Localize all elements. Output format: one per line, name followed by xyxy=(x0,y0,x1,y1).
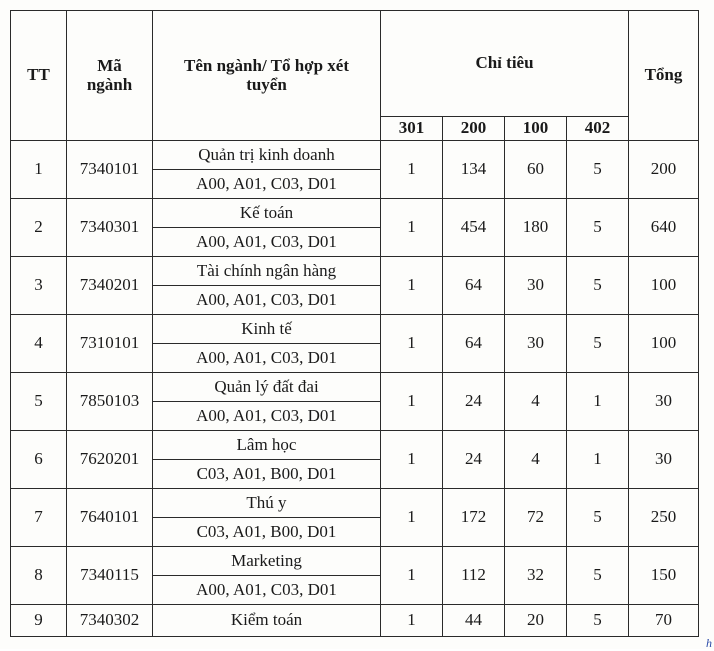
major-name: Kiểm toán xyxy=(230,610,303,630)
cell-quota-402: 5 xyxy=(567,257,629,315)
table-row xyxy=(11,431,699,489)
cell-tt: 9 xyxy=(11,605,67,637)
header-tt: TT xyxy=(11,11,67,141)
major-name: Quản trị kinh doanh xyxy=(153,141,380,170)
header-ma-line1: Mã xyxy=(97,55,122,75)
subject-combination: C03, A01, B00, D01 xyxy=(196,463,337,483)
cell-quota-100: 30 xyxy=(505,257,567,315)
header-method-200: 200 xyxy=(443,117,505,141)
cell-tt: 3 xyxy=(11,257,67,315)
cell-quota-200: 24 xyxy=(443,431,505,489)
margin-mark: h xyxy=(706,636,712,650)
header-method-301: 301 xyxy=(381,117,443,141)
table-row xyxy=(11,373,699,431)
cell-quota-301: 1 xyxy=(381,373,443,431)
cell-quota-301: 1 xyxy=(381,431,443,489)
header-ma-line2: ngành xyxy=(86,74,133,94)
cell-quota-200: 64 xyxy=(443,315,505,373)
cell-quota-200: 172 xyxy=(443,489,505,547)
header-method-402: 402 xyxy=(567,117,629,141)
header-method-100: 100 xyxy=(505,117,567,141)
cell-quota-301: 1 xyxy=(381,141,443,199)
cell-tt: 6 xyxy=(11,431,67,489)
cell-ma-nganh: 7850103 xyxy=(67,373,153,431)
cell-tt: 5 xyxy=(11,373,67,431)
cell-quota-301: 1 xyxy=(381,315,443,373)
cell-quota-100: 20 xyxy=(505,605,567,637)
cell-quota-200: 454 xyxy=(443,199,505,257)
cell-tong: 30 xyxy=(629,373,699,431)
cell-quota-402: 5 xyxy=(567,489,629,547)
header-chi-tieu: Chỉ tiêu xyxy=(381,11,629,117)
cell-quota-301: 1 xyxy=(381,547,443,605)
cell-tt: 1 xyxy=(11,141,67,199)
cell-quota-402: 5 xyxy=(567,199,629,257)
cell-tong: 70 xyxy=(629,605,699,637)
cell-ma-nganh: 7340101 xyxy=(67,141,153,199)
cell-quota-301: 1 xyxy=(381,257,443,315)
cell-ma-nganh: 7340302 xyxy=(67,605,153,637)
cell-quota-402: 5 xyxy=(567,315,629,373)
header-ma-nganh xyxy=(67,11,153,141)
cell-ten-nganh xyxy=(153,489,381,547)
cell-ma-nganh: 7340201 xyxy=(67,257,153,315)
cell-quota-402: 5 xyxy=(567,547,629,605)
cell-tong: 200 xyxy=(629,141,699,199)
table-row xyxy=(11,199,699,257)
cell-tt: 2 xyxy=(11,199,67,257)
cell-tt: 7 xyxy=(11,489,67,547)
subject-combination: C03, A01, B00, D01 xyxy=(196,521,337,541)
major-name: Kế toán xyxy=(153,199,380,228)
cell-ma-nganh: 7640101 xyxy=(67,489,153,547)
cell-ten-nganh xyxy=(153,315,381,373)
cell-tong: 100 xyxy=(629,257,699,315)
cell-tt: 4 xyxy=(11,315,67,373)
cell-tt: 8 xyxy=(11,547,67,605)
cell-quota-100: 180 xyxy=(505,199,567,257)
admission-quota-table xyxy=(10,10,699,637)
subject-combination: A00, A01, C03, D01 xyxy=(196,289,337,309)
table-body xyxy=(11,141,699,637)
cell-quota-301: 1 xyxy=(381,199,443,257)
major-name: Tài chính ngân hàng xyxy=(153,257,380,286)
cell-quota-402: 1 xyxy=(567,373,629,431)
table-row xyxy=(11,547,699,605)
cell-quota-200: 44 xyxy=(443,605,505,637)
subject-combination: A00, A01, C03, D01 xyxy=(196,231,337,251)
cell-quota-402: 5 xyxy=(567,605,629,637)
cell-quota-100: 4 xyxy=(505,373,567,431)
cell-tong: 640 xyxy=(629,199,699,257)
cell-quota-301: 1 xyxy=(381,605,443,637)
cell-ten-nganh xyxy=(153,141,381,199)
cell-quota-402: 5 xyxy=(567,141,629,199)
cell-ma-nganh: 7620201 xyxy=(67,431,153,489)
cell-quota-200: 112 xyxy=(443,547,505,605)
cell-quota-100: 4 xyxy=(505,431,567,489)
cell-tong: 100 xyxy=(629,315,699,373)
cell-ma-nganh: 7340301 xyxy=(67,199,153,257)
cell-ten-nganh xyxy=(153,257,381,315)
table-row xyxy=(11,141,699,199)
subject-combination: A00, A01, C03, D01 xyxy=(196,405,337,425)
cell-quota-200: 134 xyxy=(443,141,505,199)
cell-quota-200: 64 xyxy=(443,257,505,315)
cell-ten-nganh xyxy=(153,373,381,431)
cell-tong: 150 xyxy=(629,547,699,605)
cell-ma-nganh: 7310101 xyxy=(67,315,153,373)
header-tong: Tổng xyxy=(629,11,699,141)
table-row xyxy=(11,315,699,373)
header-ten-nganh: Tên ngành/ Tổ hợp xét tuyển xyxy=(153,11,381,141)
table-row xyxy=(11,257,699,315)
major-name: Marketing xyxy=(153,547,380,576)
cell-quota-100: 32 xyxy=(505,547,567,605)
cell-quota-100: 72 xyxy=(505,489,567,547)
table-row xyxy=(11,489,699,547)
major-name: Kinh tế xyxy=(153,315,380,344)
cell-quota-200: 24 xyxy=(443,373,505,431)
major-name: Lâm học xyxy=(153,431,380,460)
major-name: Quản lý đất đai xyxy=(153,373,380,402)
cell-quota-100: 30 xyxy=(505,315,567,373)
subject-combination: A00, A01, C03, D01 xyxy=(196,173,337,193)
cell-ten-nganh xyxy=(153,199,381,257)
subject-combination: A00, A01, C03, D01 xyxy=(196,579,337,599)
cell-ma-nganh: 7340115 xyxy=(67,547,153,605)
table-row xyxy=(11,605,699,637)
cell-tong: 30 xyxy=(629,431,699,489)
cell-quota-100: 60 xyxy=(505,141,567,199)
cell-ten-nganh xyxy=(153,547,381,605)
subject-combination: A00, A01, C03, D01 xyxy=(196,347,337,367)
cell-quota-301: 1 xyxy=(381,489,443,547)
major-name: Thú y xyxy=(153,489,380,518)
cell-tong: 250 xyxy=(629,489,699,547)
cell-ten-nganh xyxy=(153,605,381,637)
cell-ten-nganh xyxy=(153,431,381,489)
cell-quota-402: 1 xyxy=(567,431,629,489)
